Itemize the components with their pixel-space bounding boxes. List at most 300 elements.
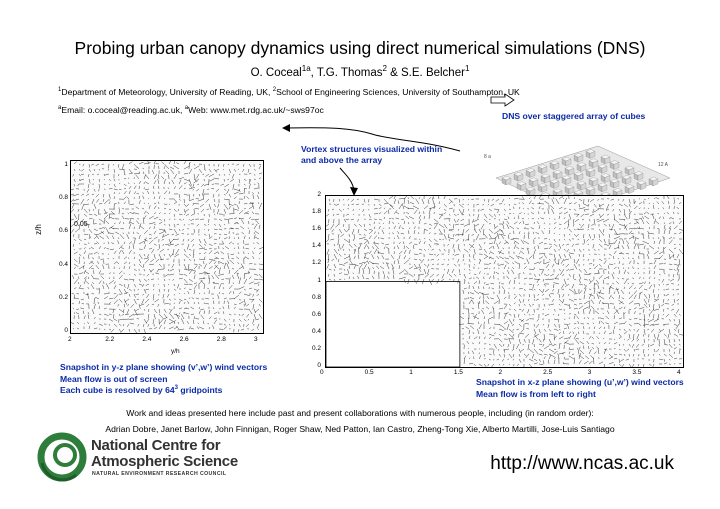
wind-vector xyxy=(509,334,514,339)
wind-vector xyxy=(212,275,214,279)
wind-vector xyxy=(669,240,673,244)
wind-vector xyxy=(591,224,594,226)
wind-vector xyxy=(193,320,194,324)
wind-vector xyxy=(139,162,143,164)
wind-vector xyxy=(208,229,209,231)
wind-vector xyxy=(513,359,514,360)
wind-vector xyxy=(465,239,469,240)
wind-vector xyxy=(204,284,205,289)
wind-vector xyxy=(129,186,131,189)
wind-vector xyxy=(354,256,355,259)
wind-vector xyxy=(219,224,221,227)
wind-vector xyxy=(329,279,331,280)
wind-vector xyxy=(642,216,644,219)
wind-vector xyxy=(569,299,574,301)
wind-vector xyxy=(134,191,136,194)
wind-vector xyxy=(343,209,344,210)
wind-vector xyxy=(223,287,224,289)
wind-vector xyxy=(620,253,624,254)
wind-vector xyxy=(509,364,510,365)
wind-vector xyxy=(484,354,485,357)
wind-vector xyxy=(74,264,78,267)
wind-vector xyxy=(422,199,424,204)
wind-vector xyxy=(499,257,504,259)
wind-vector xyxy=(515,241,519,244)
wind-vector xyxy=(367,246,369,249)
xz-ytick: 1.2 xyxy=(311,259,321,267)
wind-vector xyxy=(632,278,634,279)
wind-vector xyxy=(153,289,154,290)
wind-vector xyxy=(139,196,140,199)
wind-vector xyxy=(504,289,505,294)
wind-vector xyxy=(409,267,413,269)
wind-vector xyxy=(357,276,359,279)
wind-vector xyxy=(251,219,254,220)
wind-vector xyxy=(667,212,669,214)
wind-vector xyxy=(174,303,175,304)
wind-vector xyxy=(444,209,446,211)
wind-vector xyxy=(399,277,406,279)
wind-vector xyxy=(554,349,556,350)
wind-vector xyxy=(627,349,629,351)
wind-vector xyxy=(484,257,487,259)
wind-vector xyxy=(185,209,189,212)
wind-vector xyxy=(246,304,249,306)
wind-vector xyxy=(239,210,243,214)
yz-caption-sup: 3 xyxy=(174,385,178,392)
wind-vector xyxy=(679,232,681,234)
wind-vector xyxy=(164,208,166,209)
wind-vector xyxy=(149,238,152,239)
wind-vector xyxy=(238,329,239,332)
wind-vector xyxy=(258,192,259,194)
wind-vector xyxy=(619,241,620,244)
wind-vector xyxy=(394,199,396,204)
wind-vector xyxy=(234,324,235,326)
wind-vector xyxy=(623,267,624,269)
wind-vector xyxy=(519,359,521,363)
wind-vector xyxy=(599,342,600,344)
wind-vector xyxy=(179,180,181,184)
wind-vector xyxy=(256,289,259,292)
wind-vector xyxy=(628,267,629,269)
wind-vector xyxy=(179,199,181,201)
wind-vector xyxy=(524,314,525,315)
wind-vector xyxy=(385,244,389,245)
wind-vector xyxy=(647,254,649,259)
wind-vector xyxy=(624,331,627,334)
wind-vector xyxy=(409,250,410,254)
wind-vector xyxy=(486,307,489,309)
wind-vector xyxy=(353,239,354,241)
wind-vector xyxy=(134,264,135,266)
wind-vector xyxy=(184,312,189,314)
wind-vector xyxy=(193,184,194,187)
wind-vector xyxy=(497,233,499,239)
wind-vector xyxy=(223,164,224,167)
wind-vector xyxy=(91,261,94,264)
wind-vector xyxy=(616,288,619,294)
wind-vector xyxy=(328,274,329,277)
wind-vector xyxy=(191,307,194,309)
wind-vector xyxy=(668,299,669,301)
wind-vector xyxy=(574,334,577,339)
wind-vector xyxy=(203,321,204,324)
wind-vector xyxy=(234,248,235,249)
wind-vector xyxy=(659,252,663,254)
wind-vector xyxy=(419,264,421,269)
wind-vector xyxy=(214,224,216,226)
wind-vector xyxy=(509,233,511,234)
wind-vector xyxy=(624,349,626,352)
wind-vector xyxy=(129,162,132,164)
wind-vector xyxy=(203,194,204,199)
wind-vector xyxy=(514,280,515,284)
wind-vector xyxy=(674,269,676,271)
wind-vector xyxy=(457,219,459,222)
wind-vector xyxy=(569,234,570,235)
wind-vector xyxy=(619,214,620,216)
wind-vector xyxy=(104,219,105,224)
wind-vector xyxy=(167,249,169,250)
wind-vector xyxy=(624,204,628,207)
wind-vector xyxy=(564,328,567,329)
wind-vector xyxy=(649,364,651,366)
wind-vector xyxy=(569,274,571,277)
wind-vector xyxy=(478,322,479,324)
wind-vector xyxy=(212,298,214,299)
wind-vector xyxy=(492,364,494,367)
wind-vector xyxy=(464,224,469,226)
wind-vector xyxy=(648,208,649,209)
wind-vector xyxy=(356,204,359,205)
wind-vector xyxy=(214,318,217,319)
wind-vector xyxy=(174,254,179,257)
wind-vector xyxy=(502,286,504,289)
wind-vector xyxy=(129,191,130,194)
wind-vector xyxy=(654,277,655,279)
wind-vector xyxy=(504,334,507,335)
wind-vector xyxy=(88,184,89,188)
wind-vector xyxy=(234,197,237,199)
wind-vector xyxy=(657,228,659,229)
wind-vector xyxy=(154,197,155,199)
wind-vector xyxy=(254,234,255,239)
wind-vector xyxy=(159,314,164,319)
wind-vector xyxy=(147,212,149,214)
wind-vector xyxy=(155,299,159,302)
wind-vector xyxy=(596,280,599,284)
wind-vector xyxy=(124,284,125,288)
wind-vector xyxy=(89,237,90,239)
wind-vector xyxy=(163,294,164,298)
wind-vector xyxy=(569,254,571,259)
wind-vector xyxy=(184,269,190,270)
wind-vector xyxy=(559,352,565,354)
wind-vector xyxy=(612,296,614,299)
wind-vector xyxy=(619,354,622,355)
wind-vector xyxy=(659,329,661,331)
wind-vector xyxy=(644,324,645,327)
wind-vector xyxy=(169,327,174,329)
wind-vector xyxy=(469,358,470,359)
wind-vector xyxy=(449,224,451,225)
wind-vector xyxy=(139,259,141,263)
wind-vector xyxy=(419,241,421,244)
wind-vector xyxy=(109,179,111,181)
wind-vector xyxy=(655,221,659,224)
wind-vector xyxy=(519,349,521,353)
wind-vector xyxy=(359,244,361,249)
wind-vector xyxy=(559,224,561,225)
wind-vector xyxy=(479,292,484,294)
wind-vector xyxy=(656,198,659,199)
wind-vector xyxy=(168,284,169,285)
wind-vector xyxy=(364,234,366,236)
wind-vector xyxy=(424,241,425,244)
wind-vector xyxy=(564,279,566,285)
wind-vector xyxy=(534,329,536,334)
wind-vector xyxy=(114,285,116,289)
wind-vector xyxy=(584,274,590,275)
wind-vector xyxy=(214,199,215,202)
wind-vector xyxy=(219,261,224,264)
wind-vector xyxy=(344,229,346,232)
wind-vector xyxy=(147,254,149,257)
wind-vector xyxy=(509,213,511,214)
wind-vector xyxy=(614,251,616,254)
wind-vector xyxy=(383,223,384,224)
wind-vector xyxy=(94,317,95,319)
wind-vector xyxy=(499,339,502,342)
wind-vector xyxy=(231,258,234,259)
yz-caption-line3-a: Each cube is resolved by 64 xyxy=(60,385,175,395)
wind-vector xyxy=(482,204,484,205)
wind-vector xyxy=(214,286,215,289)
wind-vector xyxy=(236,257,239,259)
wind-vector xyxy=(134,257,135,259)
wind-vector xyxy=(504,349,505,353)
wind-vector xyxy=(343,199,344,200)
wind-vector xyxy=(159,222,162,224)
wind-vector xyxy=(159,264,162,267)
website-link[interactable]: http://www.ncas.ac.uk xyxy=(490,453,674,474)
wind-vector xyxy=(424,229,428,231)
wind-vector xyxy=(439,208,440,209)
wind-vector xyxy=(98,302,99,304)
wind-vector xyxy=(239,179,240,183)
wind-vector xyxy=(234,192,239,194)
wind-vector xyxy=(574,304,577,305)
xz-vector-field xyxy=(326,196,683,367)
wind-vector xyxy=(592,347,594,349)
wind-vector xyxy=(123,222,124,224)
wind-vector xyxy=(144,245,146,249)
wind-vector xyxy=(554,324,556,327)
wind-vector xyxy=(499,285,500,289)
wind-vector xyxy=(604,364,606,367)
wind-vector xyxy=(114,293,116,294)
wind-vector xyxy=(494,344,497,349)
wind-vector xyxy=(255,237,259,239)
wind-vector xyxy=(534,359,537,361)
wind-vector xyxy=(503,344,504,346)
wind-vector xyxy=(353,273,354,274)
wind-vector xyxy=(468,204,469,205)
wind-vector xyxy=(589,234,591,238)
wind-vector xyxy=(184,302,185,304)
wind-vector xyxy=(484,268,488,269)
wind-vector xyxy=(663,217,664,219)
wind-vector xyxy=(579,208,585,209)
wind-vector xyxy=(554,239,555,242)
wind-vector xyxy=(496,272,499,274)
wind-vector xyxy=(507,221,509,224)
wind-vector xyxy=(368,241,369,244)
wind-vector xyxy=(619,295,620,299)
wind-vector xyxy=(564,254,566,258)
wind-vector xyxy=(87,199,89,201)
wind-vector xyxy=(179,278,183,279)
wind-vector xyxy=(639,202,642,204)
wind-vector xyxy=(529,278,533,279)
wind-vector xyxy=(559,216,560,219)
wind-vector xyxy=(138,289,139,290)
wind-vector xyxy=(153,192,154,194)
wind-vector xyxy=(175,249,179,255)
wind-vector xyxy=(573,332,574,334)
wind-vector xyxy=(364,229,367,231)
wind-vector xyxy=(184,199,185,203)
wind-vector xyxy=(139,200,141,204)
wind-vector xyxy=(393,275,394,279)
wind-vector xyxy=(398,259,399,264)
wind-vector xyxy=(589,304,590,309)
wind-vector xyxy=(154,213,156,214)
wind-vector xyxy=(339,279,341,280)
wind-vector xyxy=(613,209,614,211)
wind-vector xyxy=(429,239,432,242)
wind-vector xyxy=(604,327,605,329)
wind-vector xyxy=(399,242,401,244)
yz-xtick: 2.6 xyxy=(179,336,189,343)
wind-vector xyxy=(491,204,494,206)
wind-vector xyxy=(344,254,346,255)
wind-vector xyxy=(489,214,493,217)
wind-vector xyxy=(532,304,534,305)
wind-vector xyxy=(568,325,569,329)
wind-vector xyxy=(211,188,214,189)
wind-vector xyxy=(470,292,474,294)
wind-vector xyxy=(466,229,469,232)
wind-vector xyxy=(159,254,162,260)
wind-vector xyxy=(204,224,206,226)
wind-vector xyxy=(674,358,677,359)
wind-vector xyxy=(189,249,191,250)
wind-vector xyxy=(375,244,379,249)
wind-vector xyxy=(569,336,571,339)
wind-vector xyxy=(94,328,97,329)
wind-vector xyxy=(536,232,539,234)
wind-vector xyxy=(98,253,99,254)
wind-vector xyxy=(216,189,219,192)
wind-vector xyxy=(202,174,204,175)
wind-vector xyxy=(225,246,229,249)
wind-vector xyxy=(485,301,489,304)
wind-vector xyxy=(543,289,544,292)
wind-vector xyxy=(646,221,649,224)
wind-vector xyxy=(134,269,137,271)
wind-vector xyxy=(671,217,674,219)
wind-vector xyxy=(409,242,412,244)
wind-vector xyxy=(434,239,437,242)
wind-vector xyxy=(248,253,249,254)
wind-vector xyxy=(157,249,159,250)
wind-vector xyxy=(364,244,367,249)
wind-vector xyxy=(109,280,114,284)
wind-vector xyxy=(197,326,199,329)
wind-vector xyxy=(362,275,364,279)
wind-vector xyxy=(674,314,676,317)
wind-vector xyxy=(134,183,135,184)
wind-vector xyxy=(109,277,110,279)
wind-vector xyxy=(553,283,559,284)
wind-vector xyxy=(80,308,84,309)
wind-vector xyxy=(192,297,194,299)
wind-vector xyxy=(245,257,249,259)
wind-vector xyxy=(509,304,511,306)
wind-vector xyxy=(454,219,456,222)
wind-vector xyxy=(148,161,149,164)
wind-vector xyxy=(189,187,195,189)
wind-vector xyxy=(149,216,154,219)
wind-vector xyxy=(677,213,679,214)
wind-vector xyxy=(169,229,172,230)
wind-vector xyxy=(514,302,516,304)
wind-vector xyxy=(614,322,618,324)
wind-vector xyxy=(101,276,104,279)
wind-vector xyxy=(137,232,139,234)
wind-vector xyxy=(489,268,490,269)
wind-vector xyxy=(679,229,683,231)
yz-xtick: 2 xyxy=(68,336,72,343)
wind-vector xyxy=(404,269,408,273)
wind-vector xyxy=(369,268,370,274)
wind-vector xyxy=(133,232,134,234)
wind-vector xyxy=(207,209,209,210)
wind-vector xyxy=(469,273,470,274)
wind-vector xyxy=(379,207,381,209)
affil-sup-2: 2 xyxy=(272,87,277,94)
wind-vector xyxy=(86,281,89,284)
wind-vector xyxy=(622,298,624,299)
wind-vector xyxy=(129,274,130,275)
wind-vector xyxy=(614,236,620,239)
wind-vector xyxy=(214,214,215,215)
wind-vector xyxy=(518,215,519,219)
wind-vector xyxy=(504,214,505,215)
wind-vector xyxy=(595,311,599,314)
wind-vector xyxy=(638,364,639,366)
wind-vector xyxy=(174,161,176,164)
wind-vector xyxy=(539,289,543,293)
wind-vector xyxy=(199,248,205,249)
wind-vector xyxy=(414,230,415,234)
wind-vector xyxy=(504,297,506,299)
wind-vector xyxy=(108,164,109,168)
wind-vector xyxy=(248,169,249,173)
wind-vector xyxy=(170,269,174,271)
